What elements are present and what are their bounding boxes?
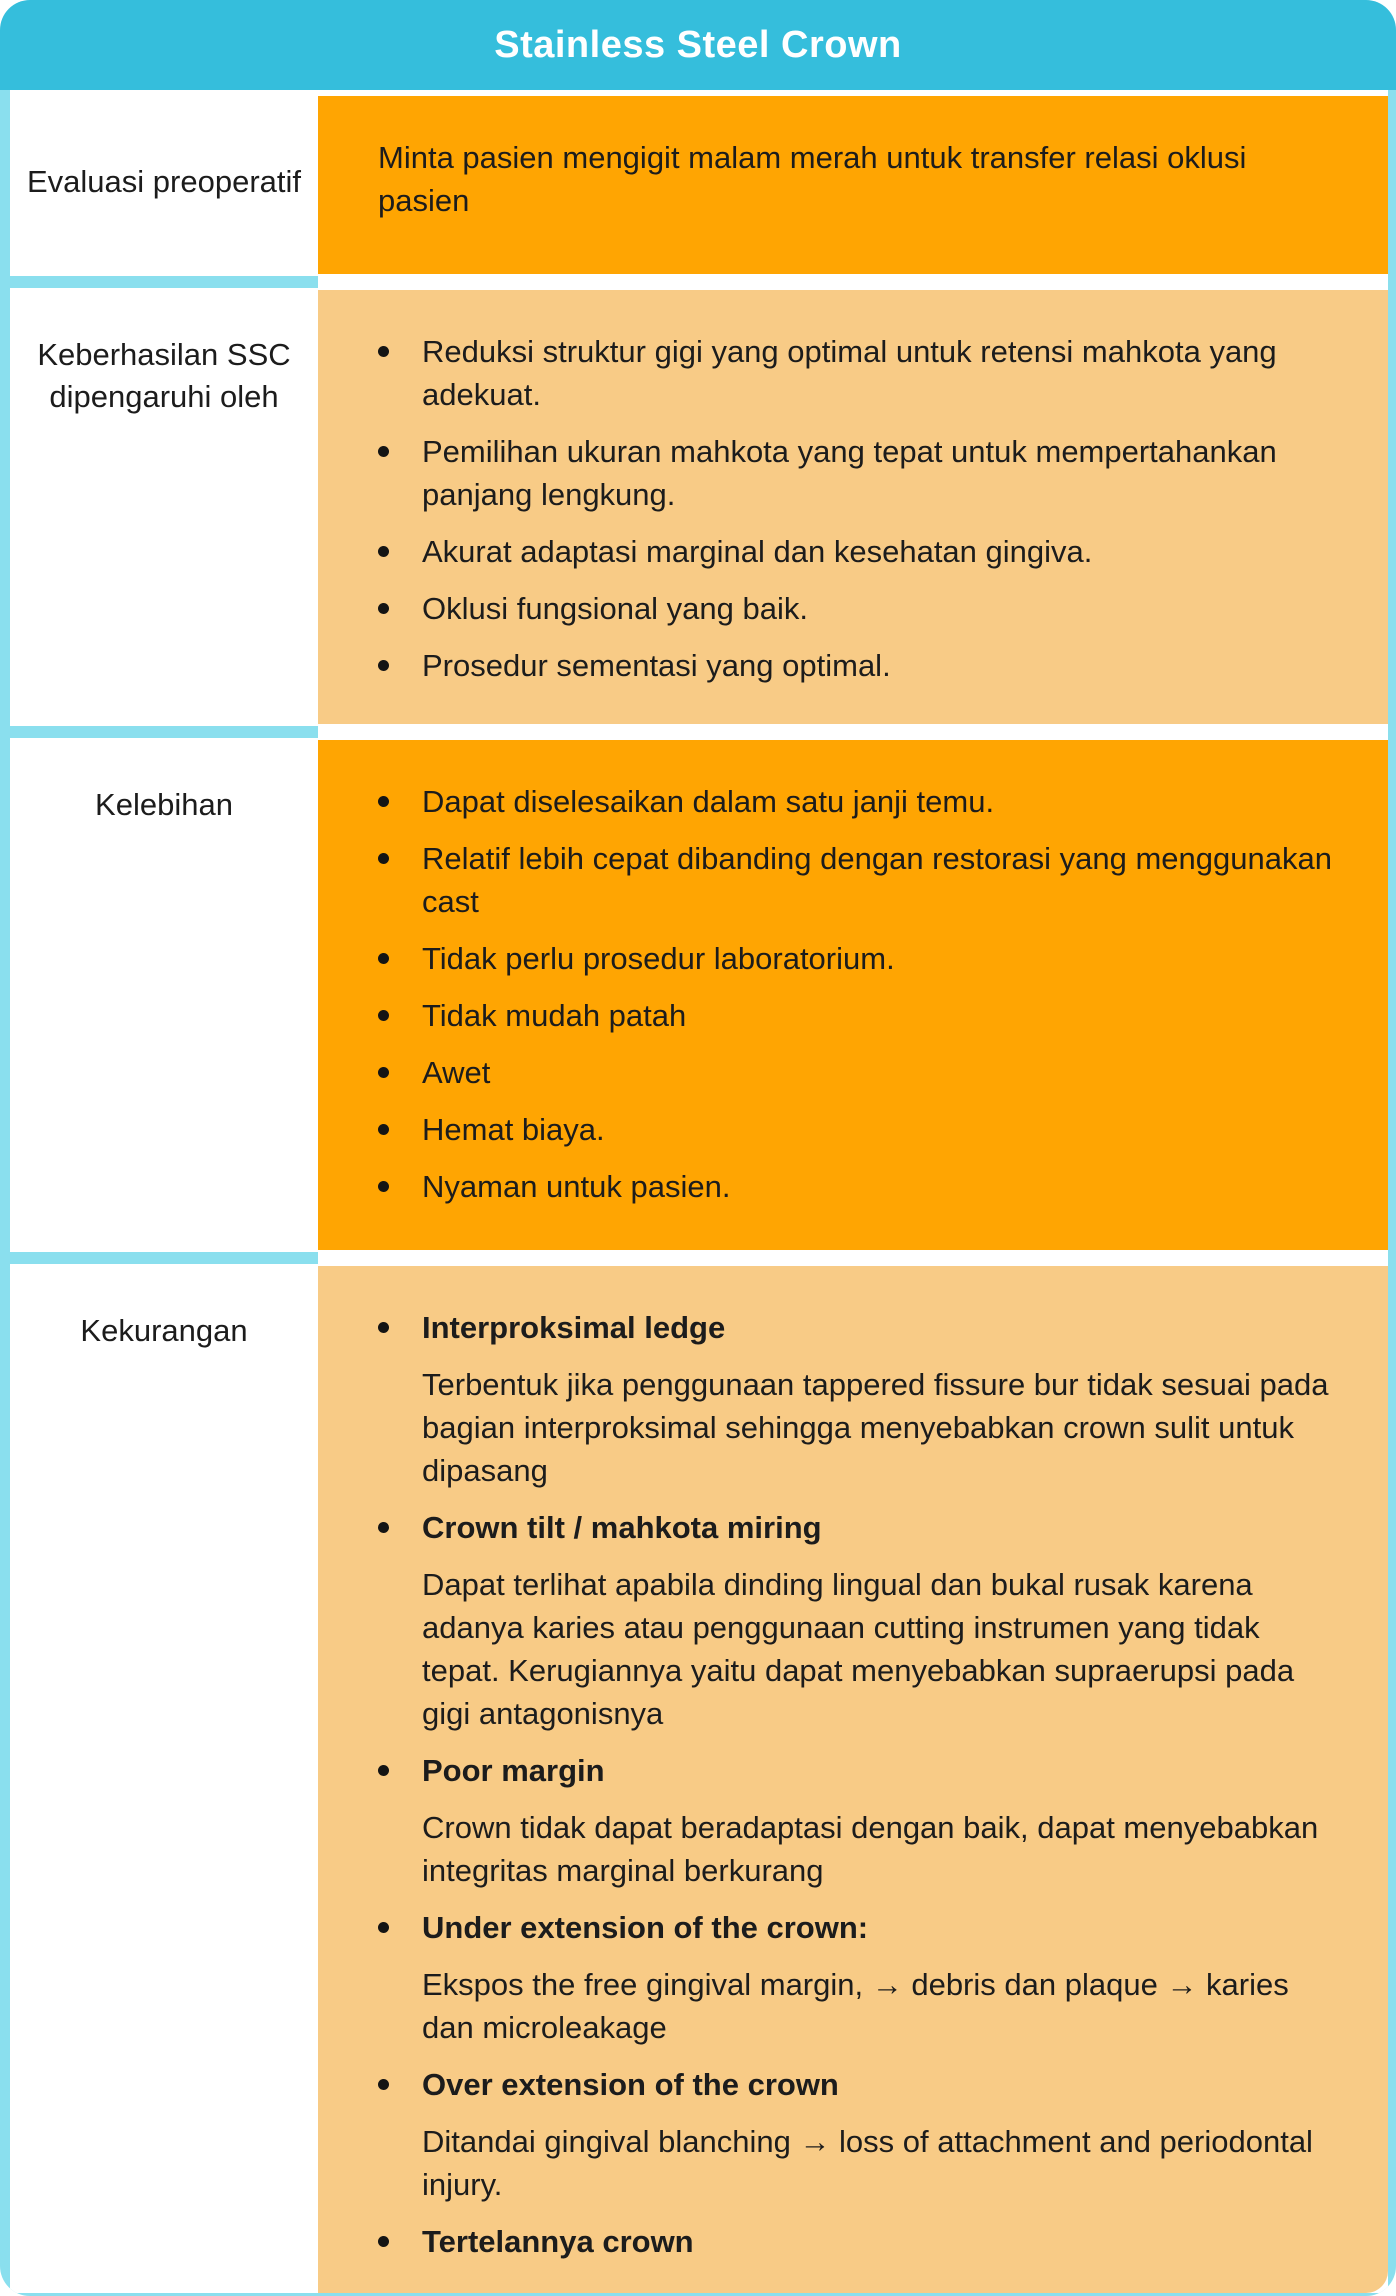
bullet-icon: [378, 1922, 389, 1933]
row-content-cell: [318, 290, 1388, 724]
bullet-text: Oklusi fungsional yang baik.: [422, 591, 809, 626]
bullet-item: [378, 1749, 1340, 1792]
bullet-text: Tidak mudah patah: [422, 998, 687, 1033]
row-content-cell: [318, 1266, 1388, 2293]
table-rows: [10, 90, 1388, 2293]
bullet-icon: [378, 1765, 389, 1776]
bullet-icon: [378, 2079, 389, 2090]
bullet-description: Dapat terlihat apabila dinding lingual dan bukal rusak karena adanya karies atau penggunaan cutting instrumen yang tidak tepat. Kerugiannya yaitu dapat menyebabkan supraerupsi pada gigi antagonisnya: [422, 1567, 1295, 1731]
bullet-icon: [378, 853, 389, 864]
bullet-item: [378, 587, 1340, 630]
bullet-heading: Over extension of the crown: [422, 2067, 839, 2102]
row-content-cell: [318, 96, 1388, 274]
bullet-text: Pemilihan ukuran mahkota yang tepat untuk mempertahankan panjang lengkung.: [422, 434, 1277, 512]
bullet-text: Tidak perlu prosedur laboratorium.: [422, 941, 895, 976]
bullet-icon: [378, 603, 389, 614]
bullet-icon: [378, 660, 389, 671]
bullet-icon: [378, 1124, 389, 1135]
bullet-item: [378, 1306, 1340, 1349]
bullet-item: [378, 994, 1340, 1037]
bullet-item: [378, 430, 1340, 516]
content-paragraph: Minta pasien mengigit malam merah untuk transfer relasi oklusi pasien: [378, 140, 1247, 218]
row-label: Evaluasi preoperatif: [10, 90, 318, 274]
page-title: Stainless Steel Crown: [494, 23, 902, 66]
row-label: Keberhasilan SSC dipengaruhi oleh: [10, 290, 318, 724]
bullet-icon: [378, 796, 389, 807]
bullet-text: Dapat diselesaikan dalam satu janji temu.: [422, 784, 995, 819]
bullet-icon: [378, 346, 389, 357]
divider-right-gap: [318, 724, 1388, 740]
bullet-item: [378, 1165, 1340, 1208]
row-divider: [10, 724, 1388, 740]
table-row: [10, 290, 1388, 724]
divider-left-segment: [10, 726, 318, 738]
bullet-heading: Poor margin: [422, 1753, 605, 1788]
bullet-icon: [378, 1322, 389, 1333]
bullet-item: [378, 530, 1340, 573]
bullet-item: [378, 644, 1340, 687]
bullet-icon: [378, 1067, 389, 1078]
row-label: Kekurangan: [10, 1266, 318, 2293]
row-label: Kelebihan: [10, 740, 318, 1250]
row-divider: [10, 1250, 1388, 1266]
table-row: [10, 1266, 1388, 2293]
bullet-icon: [378, 446, 389, 457]
bullet-icon: [378, 1010, 389, 1021]
bullet-item: [378, 780, 1340, 823]
bullet-item: [378, 330, 1340, 416]
row-content-cell: [318, 740, 1388, 1250]
bullet-description: Ekspos the free gingival margin, → debris dan plaque → karies dan microleakage: [422, 1967, 1289, 2045]
bullet-item: [378, 837, 1340, 923]
bullet-text: Awet: [422, 1055, 491, 1090]
bullet-description: Terbentuk jika penggunaan tappered fissure bur tidak sesuai pada bagian interproksimal sehingga menyebabkan crown sulit untuk dipasang: [422, 1367, 1329, 1488]
table-title-bar: [0, 0, 1396, 90]
bullet-item: [378, 1108, 1340, 1151]
bullet-item: [378, 1051, 1340, 1094]
bullet-item: [378, 1906, 1340, 1949]
row-divider: [10, 274, 1388, 290]
bullet-heading: Tertelannya crown: [422, 2224, 694, 2259]
bullet-heading: Interproksimal ledge: [422, 1310, 726, 1345]
bullet-item: [378, 937, 1340, 980]
bullet-icon: [378, 2236, 389, 2247]
bullet-icon: [378, 1522, 389, 1533]
bullet-description: Ditandai gingival blanching → loss of attachment and periodontal injury.: [422, 2124, 1313, 2202]
bullet-text: Akurat adaptasi marginal dan kesehatan gingiva.: [422, 534, 1093, 569]
bullet-text: Hemat biaya.: [422, 1112, 605, 1147]
bullet-text: Prosedur sementasi yang optimal.: [422, 648, 891, 683]
bullet-text: Nyaman untuk pasien.: [422, 1169, 731, 1204]
table-body: [0, 90, 1396, 2296]
bullet-text: Relatif lebih cepat dibanding dengan restorasi yang menggunakan cast: [422, 841, 1332, 919]
bullet-text: Reduksi struktur gigi yang optimal untuk retensi mahkota yang adekuat.: [422, 334, 1277, 412]
bullet-item: [378, 2063, 1340, 2106]
table-row: [10, 740, 1388, 1250]
bullet-icon: [378, 1181, 389, 1192]
bullet-icon: [378, 953, 389, 964]
bullet-item: [378, 1506, 1340, 1549]
divider-left-segment: [10, 1252, 318, 1264]
bullet-heading: Crown tilt / mahkota miring: [422, 1510, 822, 1545]
table-row: [10, 90, 1388, 274]
divider-right-gap: [318, 274, 1388, 290]
bullet-description: Crown tidak dapat beradaptasi dengan baik, dapat menyebabkan integritas marginal berkurang: [422, 1810, 1319, 1888]
divider-left-segment: [10, 276, 318, 288]
bullet-item: [378, 2220, 1340, 2263]
bullet-icon: [378, 546, 389, 557]
bullet-heading: Under extension of the crown:: [422, 1910, 869, 1945]
divider-right-gap: [318, 1250, 1388, 1266]
